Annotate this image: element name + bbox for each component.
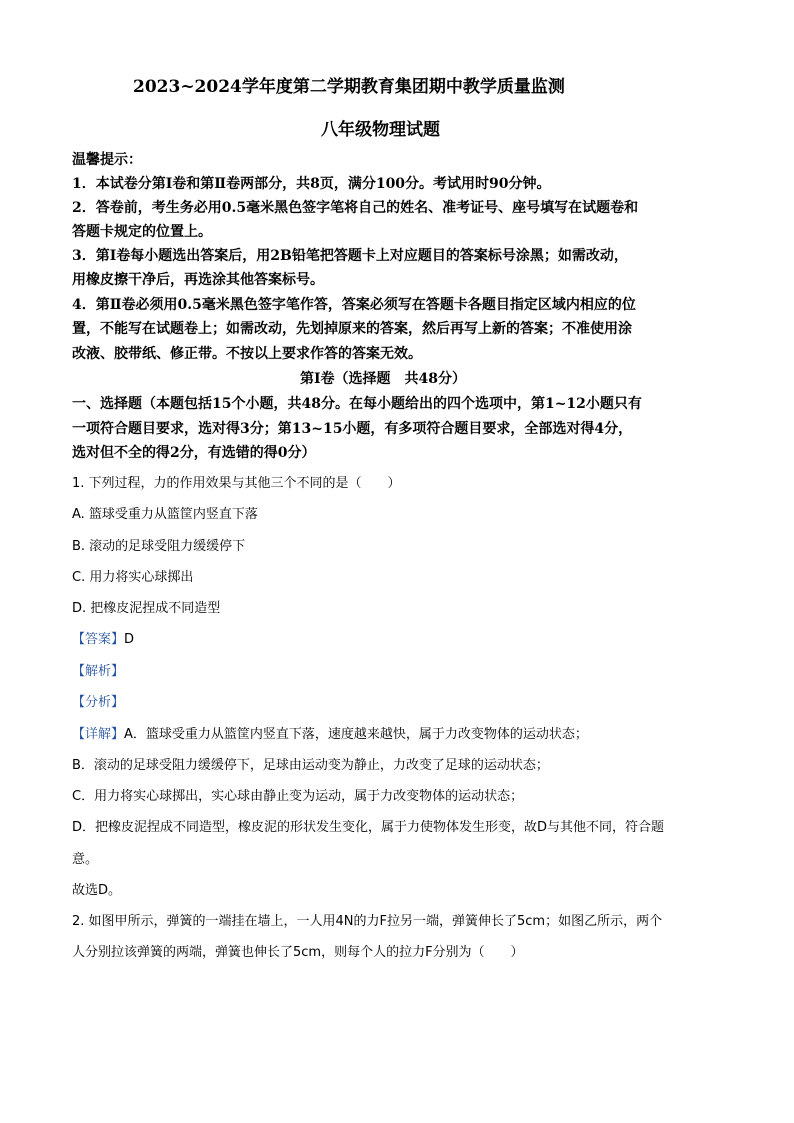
question-1-option-d: D. 把橡皮泥捏成不同造型 — [72, 601, 221, 616]
answer-value: D — [124, 632, 135, 647]
page-title: 2023~2024学年度第二学期教育集团期中教学质量监测 — [133, 77, 565, 97]
answer-tag: 【答案】 — [72, 632, 125, 647]
question-1-option-c: C. 用力将实心球掷出 — [72, 570, 194, 585]
section-instruction: 一项符合题目要求，选对得3分；第13~15小题，有多项符合题目要求，全部选对得4分， — [72, 421, 633, 437]
question-1-option-b: B. 滚动的足球受阻力缓缓停下 — [72, 539, 246, 554]
question-1-option-a: A. 篮球受重力从篮筐内竖直下落 — [72, 507, 258, 522]
tip-line: 置，不能写在试题卷上；如需改动，先划掉原来的答案，然后再写上新的答案；不准使用涂 — [72, 321, 632, 337]
tip-line: 答题卡规定的位置上。 — [72, 224, 212, 240]
tip-line: 2．答卷前，考生务必用0.5毫米黑色签字笔将自己的姓名、准考证号、座号填写在试题卷和 — [72, 200, 639, 216]
question-2-line: 2. 如图甲所示，弹簧的一端挂在墙上，一人用4N的力F拉另一端，弹簧伸长了5cm；如图乙所示，两个 — [72, 914, 663, 929]
detail-line: 意。 — [72, 852, 99, 867]
answer-line — [72, 628, 134, 648]
question-1-stem: 1. 下列过程，力的作用效果与其他三个不同的是（ ） — [72, 476, 401, 491]
section-instruction: 一、选择题（本题包括15个小题，共48分。在每小题给出的四个选项中，第1~12小题只有 — [72, 396, 642, 412]
section-title: 第Ⅰ卷（选择题 共48分） — [300, 371, 467, 387]
detail-tag: 【详解】 — [72, 727, 125, 742]
tip-line: 3．第Ⅰ卷每小题选出答案后，用2B铅笔把答题卡上对应题目的答案标号涂黑；如需改动， — [72, 248, 628, 264]
section-instruction: 选对但不全的得2分，有选错的得0分） — [72, 445, 316, 461]
page-subtitle: 八年级物理试题 — [321, 120, 440, 140]
tip-line: 改液、胶带纸、修正带。不按以上要求作答的答案无效。 — [72, 346, 422, 362]
tips-heading: 温馨提示： — [72, 152, 142, 168]
question-2-line: 人分别拉该弹簧的两端，弹簧也伸长了5cm，则每个人的拉力F分别为（ ） — [72, 945, 524, 960]
detail-line: D．把橡皮泥捏成不同造型，橡皮泥的形状发生变化，属于力使物体发生形变，故D与其他不同，符合题 — [72, 820, 665, 835]
detail-line: B．滚动的足球受阻力缓缓停下，足球由运动变为静止，力改变了足球的运动状态； — [72, 758, 549, 773]
detail-text: A．篮球受重力从篮筐内竖直下落，速度越来越快，属于力改变物体的运动状态； — [124, 727, 588, 742]
detail-line — [72, 723, 588, 743]
detail-line: C．用力将实心球掷出，实心球由静止变为运动，属于力改变物体的运动状态； — [72, 789, 524, 804]
tip-line: 1．本试卷分第Ⅰ卷和第Ⅱ卷两部分，共8页，满分100分。考试用时90分钟。 — [72, 176, 551, 192]
fenxi-tag: 【分析】 — [72, 695, 125, 710]
tip-line: 用橡皮擦干净后，再选涂其他答案标号。 — [72, 272, 324, 288]
detail-conclusion: 故选D。 — [72, 883, 122, 898]
analysis-tag: 【解析】 — [72, 664, 125, 679]
tip-line: 4．第Ⅱ卷必须用0.5毫米黑色签字笔作答，答案必须写在答题卡各题目指定区域内相应的位 — [72, 297, 636, 313]
